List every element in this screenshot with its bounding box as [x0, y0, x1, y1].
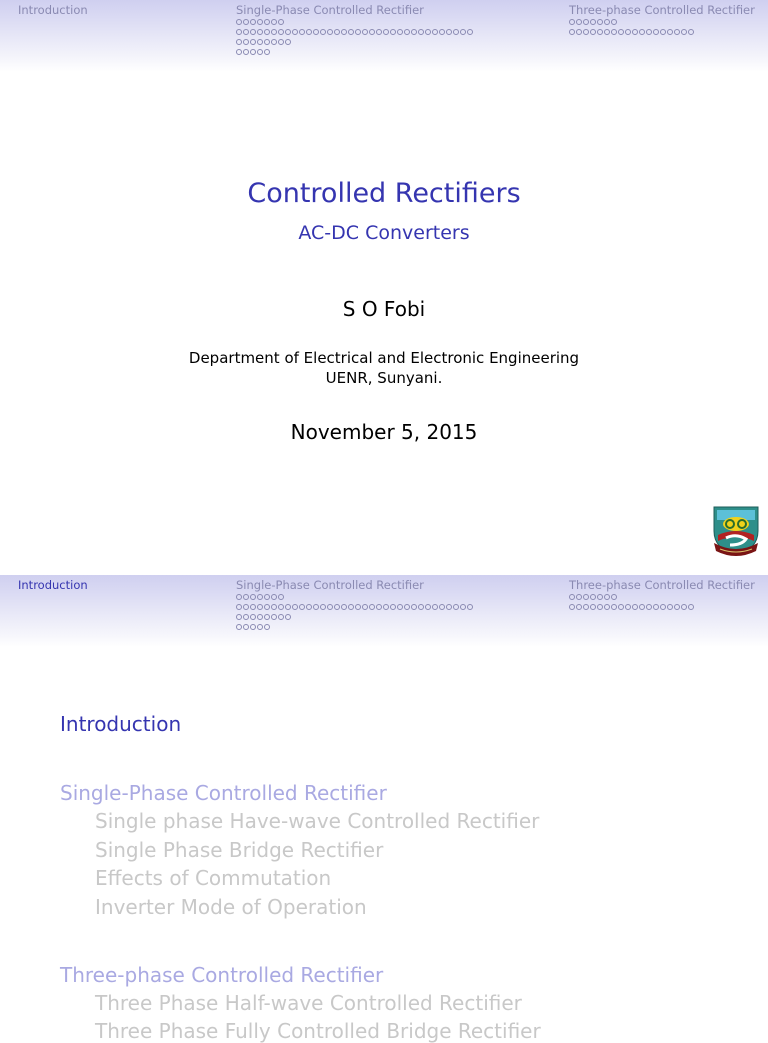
nav-dot-row: [236, 27, 474, 37]
nav-frame-dot[interactable]: [604, 594, 610, 600]
nav-section-single-phase[interactable]: [236, 578, 474, 632]
toc-subsection[interactable]: Three Phase Fully Controlled Bridge Rectifier: [95, 1019, 541, 1043]
nav-frame-dot[interactable]: [236, 624, 242, 630]
nav-frame-dot[interactable]: [667, 29, 673, 35]
nav-frame-dot[interactable]: [327, 29, 333, 35]
nav-dot-row: [569, 602, 755, 612]
nav-frame-dot[interactable]: [611, 19, 617, 25]
nav-frame-dot[interactable]: [674, 604, 680, 610]
nav-frame-dot[interactable]: [285, 614, 291, 620]
nav-frame-dot[interactable]: [278, 39, 284, 45]
nav-frame-dot[interactable]: [625, 604, 631, 610]
nav-frame-dot[interactable]: [439, 29, 445, 35]
nav-frame-dot[interactable]: [257, 614, 263, 620]
nav-frame-dot[interactable]: [243, 39, 249, 45]
nav-frame-dot[interactable]: [257, 39, 263, 45]
nav-frame-dot[interactable]: [446, 29, 452, 35]
nav-frame-dot[interactable]: [446, 604, 452, 610]
nav-frame-dot[interactable]: [460, 604, 466, 610]
nav-frame-dot[interactable]: [257, 604, 263, 610]
nav-frame-dot[interactable]: [271, 604, 277, 610]
nav-dot-row: [569, 592, 755, 602]
nav-frame-dot[interactable]: [292, 29, 298, 35]
nav-frame-dot[interactable]: [376, 29, 382, 35]
nav-frame-dot[interactable]: [369, 29, 375, 35]
nav-frame-dot[interactable]: [460, 29, 466, 35]
nav-dot-row: [236, 612, 474, 622]
nav-frame-dot[interactable]: [243, 614, 249, 620]
nav-frame-dot[interactable]: [425, 604, 431, 610]
nav-dot-row: [236, 622, 474, 632]
presentation-subtitle: AC-DC Converters: [298, 222, 470, 244]
nav-frame-dot[interactable]: [313, 29, 319, 35]
nav-frame-dot[interactable]: [285, 29, 291, 35]
nav-frame-dot[interactable]: [341, 29, 347, 35]
nav-frame-dot[interactable]: [569, 29, 575, 35]
nav-frame-dot[interactable]: [271, 39, 277, 45]
nav-frame-dot[interactable]: [257, 29, 263, 35]
nav-frame-dot[interactable]: [404, 29, 410, 35]
nav-frame-dot[interactable]: [688, 604, 694, 610]
nav-frame-dot[interactable]: [576, 29, 582, 35]
nav-frame-dot[interactable]: [376, 604, 382, 610]
nav-frame-dot[interactable]: [243, 49, 249, 55]
nav-section-label: Single-Phase Controlled Rectifier: [236, 3, 424, 17]
nav-frame-dot[interactable]: [583, 594, 589, 600]
toc-subsection[interactable]: Single Phase Bridge Rectifier: [95, 838, 384, 862]
nav-frame-dot[interactable]: [418, 604, 424, 610]
nav-frame-dot[interactable]: [250, 594, 256, 600]
toc-subsection[interactable]: Three Phase Half-wave Controlled Rectifier: [95, 991, 522, 1015]
nav-dot-row: [236, 17, 474, 27]
nav-frame-dot[interactable]: [320, 604, 326, 610]
toc-subsection[interactable]: Inverter Mode of Operation: [95, 895, 367, 919]
nav-frame-dot[interactable]: [243, 624, 249, 630]
nav-frame-dot[interactable]: [467, 29, 473, 35]
nav-frame-dot[interactable]: [257, 594, 263, 600]
nav-frame-dot[interactable]: [674, 29, 680, 35]
nav-frame-dot[interactable]: [618, 29, 624, 35]
nav-frame-dot[interactable]: [569, 594, 575, 600]
nav-frame-dot[interactable]: [590, 29, 596, 35]
nav-frame-dot[interactable]: [250, 604, 256, 610]
nav-frame-dot[interactable]: [583, 29, 589, 35]
nav-frame-dot[interactable]: [278, 29, 284, 35]
nav-frame-dot[interactable]: [348, 604, 354, 610]
nav-frame-dot[interactable]: [418, 29, 424, 35]
nav-frame-dot[interactable]: [250, 19, 256, 25]
nav-frame-dot[interactable]: [576, 604, 582, 610]
nav-frame-dot[interactable]: [236, 39, 242, 45]
nav-frame-dot[interactable]: [271, 19, 277, 25]
nav-frame-dot[interactable]: [390, 29, 396, 35]
nav-frame-dot[interactable]: [383, 29, 389, 35]
nav-slide-dots: [236, 17, 474, 57]
toc-subsection[interactable]: Single phase Have-wave Controlled Rectifier: [95, 809, 540, 833]
nav-frame-dot[interactable]: [583, 19, 589, 25]
nav-section-introduction[interactable]: [18, 3, 88, 17]
nav-frame-dot[interactable]: [611, 594, 617, 600]
nav-frame-dot[interactable]: [264, 29, 270, 35]
nav-frame-dot[interactable]: [236, 594, 242, 600]
nav-section-label: Three-phase Controlled Rectifier: [569, 578, 755, 592]
nav-frame-dot[interactable]: [646, 29, 652, 35]
nav-frame-dot[interactable]: [453, 604, 459, 610]
nav-frame-dot[interactable]: [278, 614, 284, 620]
nav-frame-dot[interactable]: [646, 604, 652, 610]
nav-frame-dot[interactable]: [299, 29, 305, 35]
toc-section-three-phase[interactable]: Three-phase Controlled Rectifier: [60, 963, 384, 987]
nav-frame-dot[interactable]: [257, 49, 263, 55]
nav-frame-dot[interactable]: [264, 19, 270, 25]
nav-frame-dot[interactable]: [299, 604, 305, 610]
nav-frame-dot[interactable]: [597, 604, 603, 610]
nav-section-single-phase[interactable]: [236, 3, 474, 57]
nav-frame-dot[interactable]: [590, 604, 596, 610]
nav-frame-dot[interactable]: [264, 614, 270, 620]
nav-frame-dot[interactable]: [334, 604, 340, 610]
nav-frame-dot[interactable]: [397, 604, 403, 610]
nav-frame-dot[interactable]: [576, 19, 582, 25]
author-name: S O Fobi: [342, 297, 426, 321]
nav-frame-dot[interactable]: [264, 594, 270, 600]
nav-frame-dot[interactable]: [590, 594, 596, 600]
nav-frame-dot[interactable]: [243, 19, 249, 25]
nav-frame-dot[interactable]: [404, 604, 410, 610]
nav-frame-dot[interactable]: [453, 29, 459, 35]
nav-frame-dot[interactable]: [355, 29, 361, 35]
nav-section-label: Introduction: [18, 578, 88, 592]
nav-frame-dot[interactable]: [618, 604, 624, 610]
presentation-date: November 5, 2015: [290, 420, 478, 444]
nav-frame-dot[interactable]: [569, 604, 575, 610]
outline-slide: [0, 575, 768, 1043]
nav-section-introduction[interactable]: [18, 578, 88, 592]
institute-university: UENR, Sunyani.: [325, 369, 443, 387]
nav-frame-dot[interactable]: [285, 39, 291, 45]
nav-frame-dot[interactable]: [611, 29, 617, 35]
nav-frame-dot[interactable]: [390, 604, 396, 610]
nav-frame-dot[interactable]: [264, 604, 270, 610]
nav-frame-dot[interactable]: [597, 19, 603, 25]
institute-department: Department of Electrical and Electronic Engineering: [188, 349, 580, 367]
nav-frame-dot[interactable]: [306, 29, 312, 35]
nav-frame-dot[interactable]: [334, 29, 340, 35]
nav-frame-dot[interactable]: [411, 29, 417, 35]
nav-frame-dot[interactable]: [576, 594, 582, 600]
nav-dot-row: [236, 37, 474, 47]
nav-frame-dot[interactable]: [660, 604, 666, 610]
nav-frame-dot[interactable]: [439, 604, 445, 610]
nav-frame-dot[interactable]: [243, 604, 249, 610]
nav-frame-dot[interactable]: [278, 604, 284, 610]
nav-frame-dot[interactable]: [355, 604, 361, 610]
nav-frame-dot[interactable]: [597, 594, 603, 600]
nav-frame-dot[interactable]: [257, 19, 263, 25]
nav-frame-dot[interactable]: [369, 604, 375, 610]
toc-section-introduction[interactable]: Introduction: [60, 712, 182, 736]
navigation-bar: [0, 575, 768, 647]
nav-frame-dot[interactable]: [362, 604, 368, 610]
nav-frame-dot[interactable]: [236, 614, 242, 620]
nav-slide-dots: [236, 592, 474, 632]
nav-frame-dot[interactable]: [432, 29, 438, 35]
nav-frame-dot[interactable]: [569, 19, 575, 25]
nav-dot-row: [236, 592, 474, 602]
nav-frame-dot[interactable]: [313, 604, 319, 610]
nav-frame-dot[interactable]: [667, 604, 673, 610]
nav-frame-dot[interactable]: [320, 29, 326, 35]
nav-section-three-phase[interactable]: [569, 3, 755, 37]
nav-frame-dot[interactable]: [285, 604, 291, 610]
nav-frame-dot[interactable]: [348, 29, 354, 35]
nav-frame-dot[interactable]: [625, 29, 631, 35]
nav-frame-dot[interactable]: [688, 29, 694, 35]
toc-section-single-phase[interactable]: Single-Phase Controlled Rectifier: [60, 781, 387, 805]
nav-frame-dot[interactable]: [639, 29, 645, 35]
nav-frame-dot[interactable]: [383, 604, 389, 610]
nav-frame-dot[interactable]: [411, 604, 417, 610]
nav-dot-row: [569, 17, 755, 27]
nav-frame-dot[interactable]: [250, 29, 256, 35]
nav-frame-dot[interactable]: [639, 604, 645, 610]
nav-frame-dot[interactable]: [278, 19, 284, 25]
nav-slide-dots: [569, 17, 755, 37]
nav-frame-dot[interactable]: [604, 604, 610, 610]
nav-section-label: Introduction: [18, 3, 88, 17]
nav-dot-row: [569, 27, 755, 37]
nav-frame-dot[interactable]: [236, 29, 242, 35]
nav-frame-dot[interactable]: [243, 29, 249, 35]
nav-frame-dot[interactable]: [467, 604, 473, 610]
nav-frame-dot[interactable]: [271, 594, 277, 600]
nav-frame-dot[interactable]: [397, 29, 403, 35]
nav-frame-dot[interactable]: [278, 594, 284, 600]
university-crest-logo: [712, 505, 760, 557]
nav-frame-dot[interactable]: [243, 594, 249, 600]
nav-frame-dot[interactable]: [611, 604, 617, 610]
nav-section-label: Three-phase Controlled Rectifier: [569, 3, 755, 17]
nav-frame-dot[interactable]: [583, 604, 589, 610]
nav-frame-dot[interactable]: [653, 29, 659, 35]
nav-frame-dot[interactable]: [271, 614, 277, 620]
nav-frame-dot[interactable]: [250, 49, 256, 55]
nav-frame-dot[interactable]: [604, 29, 610, 35]
nav-frame-dot[interactable]: [653, 604, 659, 610]
nav-frame-dot[interactable]: [362, 29, 368, 35]
nav-frame-dot[interactable]: [250, 614, 256, 620]
nav-dot-row: [236, 47, 474, 57]
nav-frame-dot[interactable]: [597, 29, 603, 35]
nav-slide-dots: [569, 592, 755, 612]
nav-frame-dot[interactable]: [257, 624, 263, 630]
nav-frame-dot[interactable]: [604, 19, 610, 25]
nav-frame-dot[interactable]: [632, 29, 638, 35]
nav-frame-dot[interactable]: [681, 604, 687, 610]
toc-subsection[interactable]: Effects of Commutation: [95, 866, 332, 890]
nav-frame-dot[interactable]: [660, 29, 666, 35]
nav-frame-dot[interactable]: [327, 604, 333, 610]
nav-frame-dot[interactable]: [425, 29, 431, 35]
nav-frame-dot[interactable]: [264, 49, 270, 55]
nav-frame-dot[interactable]: [306, 604, 312, 610]
nav-section-three-phase[interactable]: [569, 578, 755, 612]
nav-frame-dot[interactable]: [264, 624, 270, 630]
nav-frame-dot[interactable]: [236, 49, 242, 55]
nav-section-label: Single-Phase Controlled Rectifier: [236, 578, 424, 592]
presentation-title: Controlled Rectifiers: [247, 178, 521, 209]
nav-dot-row: [236, 602, 474, 612]
nav-frame-dot[interactable]: [681, 29, 687, 35]
nav-frame-dot[interactable]: [264, 39, 270, 45]
nav-frame-dot[interactable]: [590, 19, 596, 25]
nav-frame-dot[interactable]: [432, 604, 438, 610]
nav-frame-dot[interactable]: [236, 604, 242, 610]
nav-frame-dot[interactable]: [341, 604, 347, 610]
nav-frame-dot[interactable]: [292, 604, 298, 610]
nav-frame-dot[interactable]: [250, 624, 256, 630]
nav-frame-dot[interactable]: [236, 19, 242, 25]
navigation-bar: [0, 0, 768, 72]
nav-frame-dot[interactable]: [250, 39, 256, 45]
nav-frame-dot[interactable]: [632, 604, 638, 610]
nav-frame-dot[interactable]: [271, 29, 277, 35]
